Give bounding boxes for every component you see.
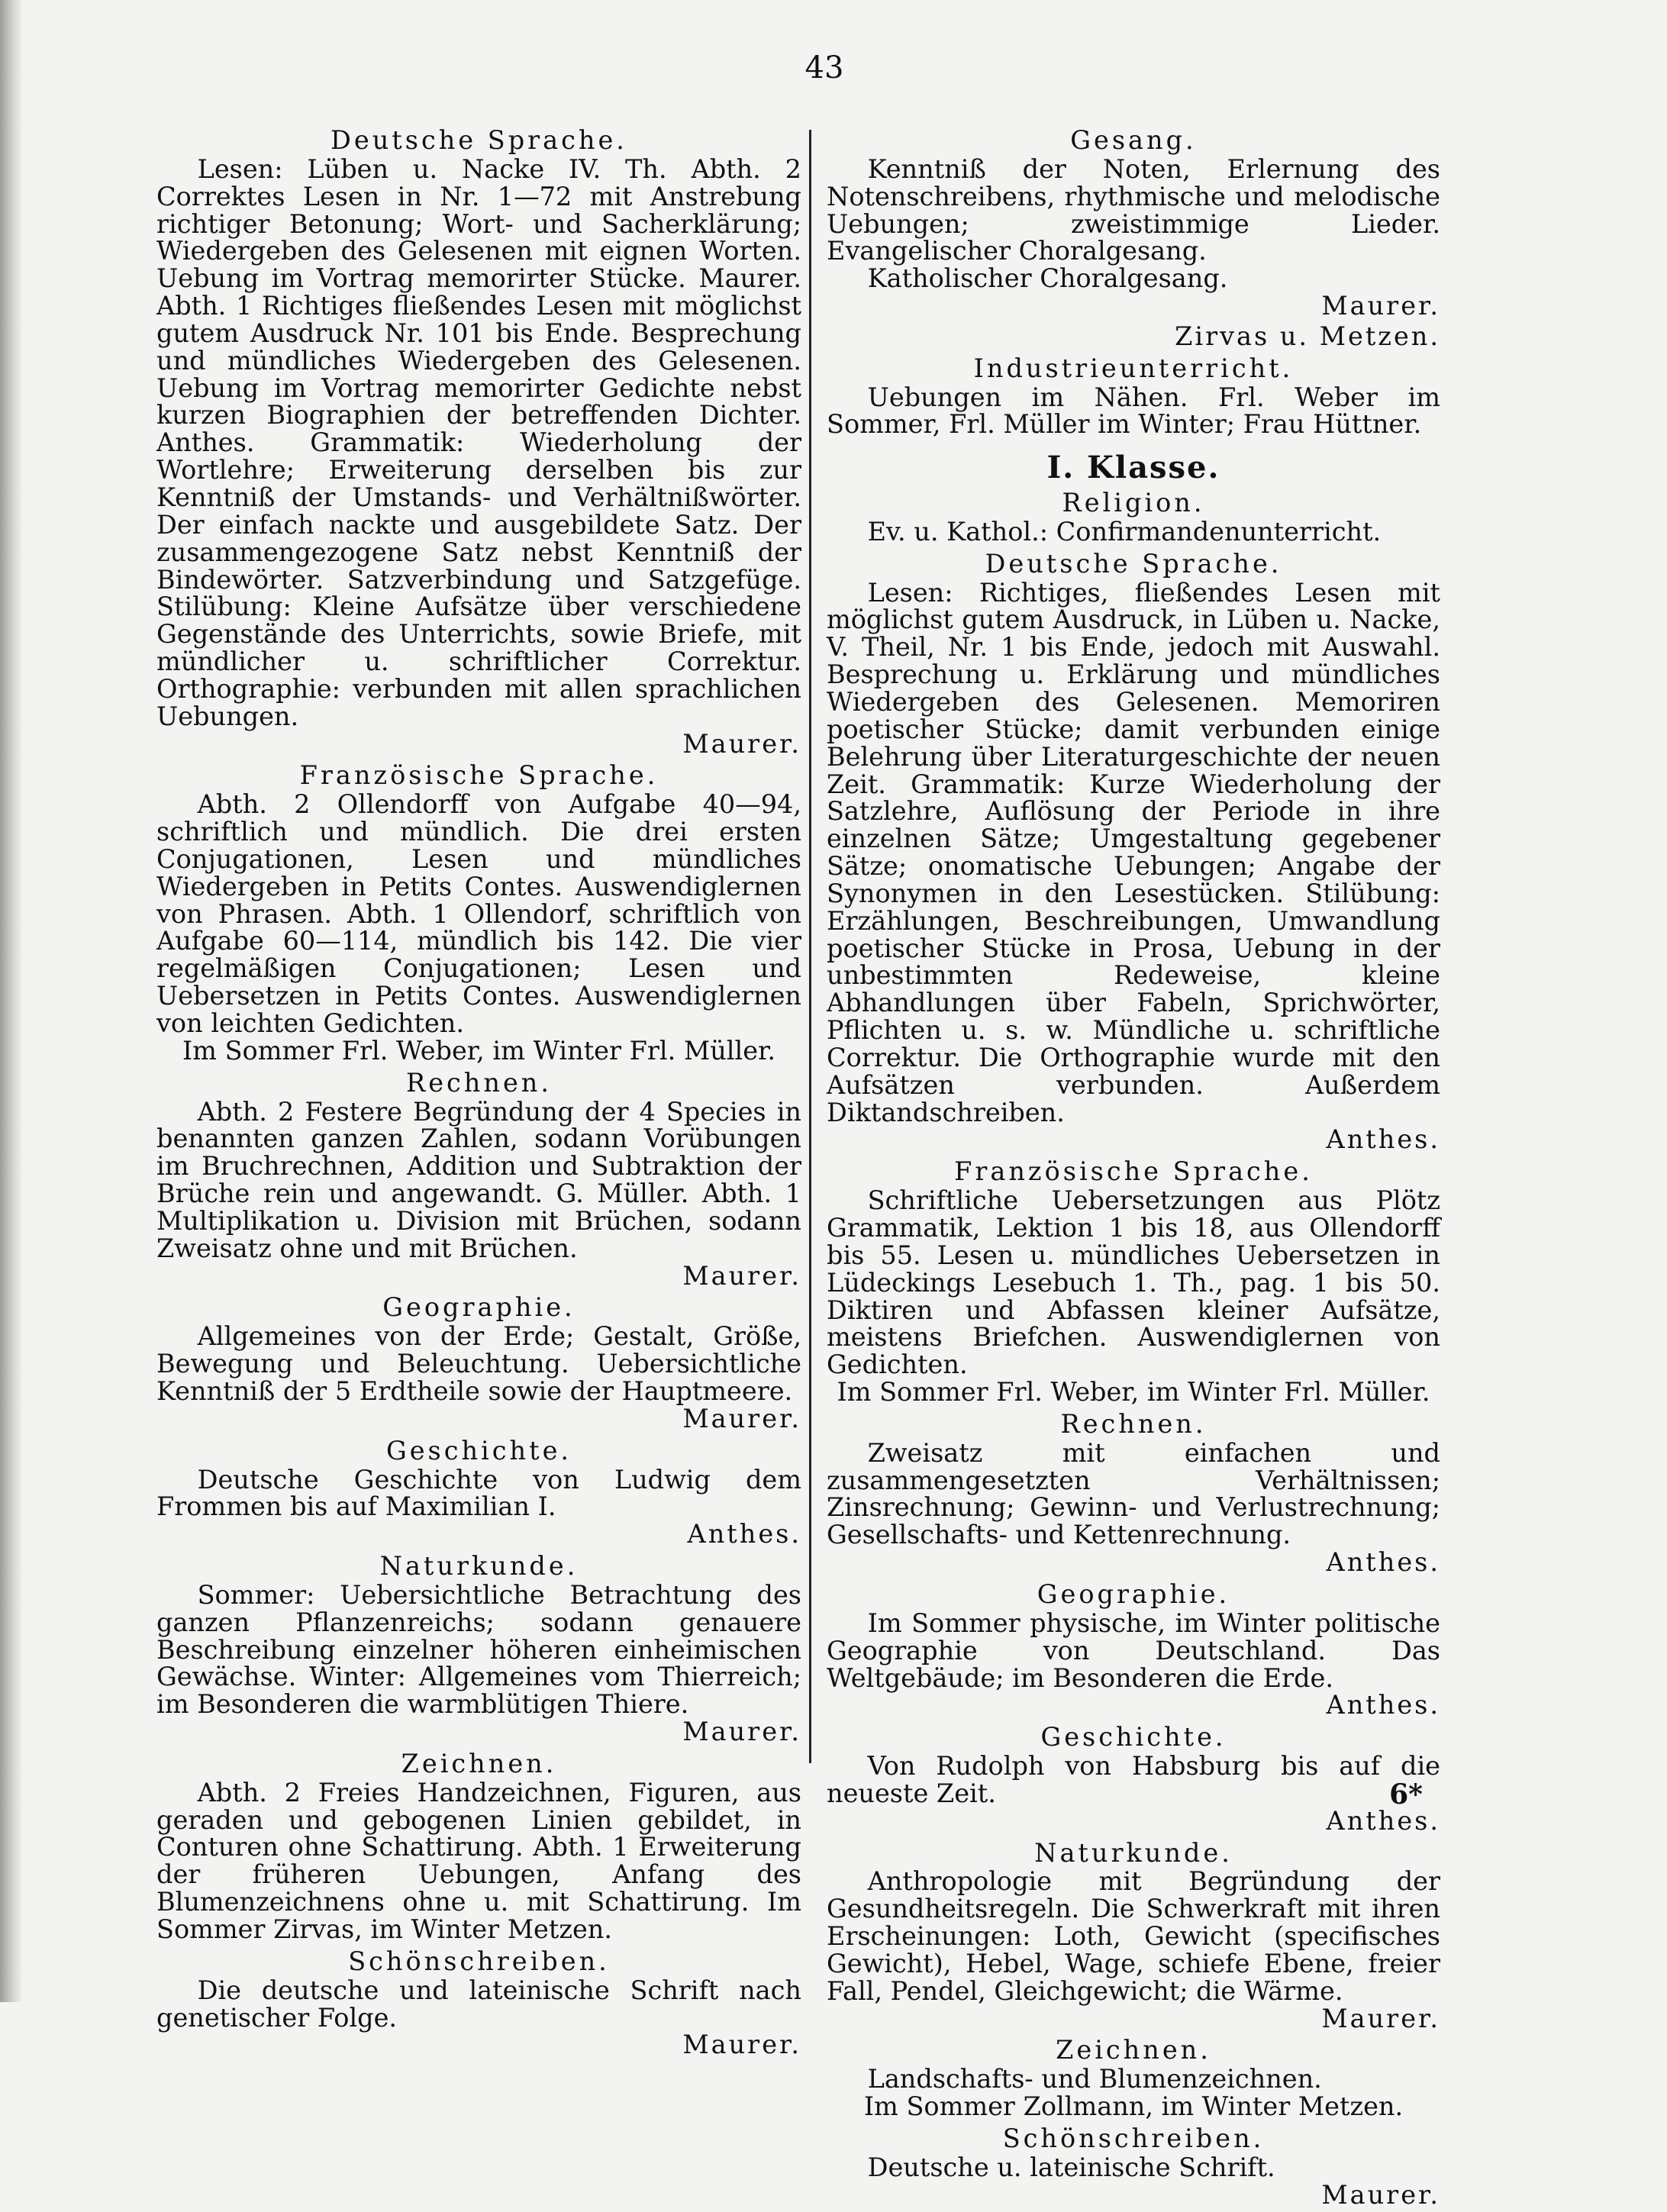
binding-edge-shadow — [0, 0, 23, 2002]
section — [827, 1837, 1440, 2033]
class-heading: I. Klasse. — [1046, 450, 1220, 486]
section-paragraph: Anthropologie mit Begründung der Gesundheitsregeln. Die Schwerkraft mit ihren Erscheinungen: Loth, Gewicht (specifisches Gewicht), Hebel, Wage, schiefe Ebene, freier Fall, Pendel, Gleichgewicht; die Wärme. — [827, 1866, 1440, 2006]
section-paragraph: Deutsche u. lateinische Schrift. — [867, 2152, 1275, 2182]
section-title: Rechnen. — [1060, 1408, 1207, 1439]
section-paragraph: Deutsche Geschichte von Ludwig dem Frommen bis auf Maximilian I. — [156, 1464, 801, 1522]
section — [156, 1750, 801, 1943]
section-paragraph: Katholischer Choralgesang. — [867, 263, 1228, 294]
section-title: Französische Sprache. — [954, 1156, 1313, 1187]
section-title: Geschichte. — [1040, 1722, 1227, 1753]
printer-signature-mark: 6* — [1389, 1778, 1423, 1811]
teacher-name: Maurer. — [1321, 2003, 1440, 2033]
section-paragraph: Zweisatz mit einfachen und zusammengesetzten Verhältnissen; Zinsrechnung; Gewinn- und Verlustrechnung; Gesellschafts- und Kettenrechnung. — [827, 1437, 1440, 1550]
section-paragraph: Allgemeines von der Erde; Gestalt, Größe, Bewegung und Beleuchtung. Uebersichtliche Kenntniß der 5 Erdtheile sowie der Hauptmeere. — [156, 1321, 801, 1406]
teacher-name: Zirvas u. Metzen. — [1175, 321, 1440, 351]
teacher-name: Maurer. — [682, 728, 801, 759]
section-title: Rechnen. — [405, 1067, 552, 1098]
section-paragraph: Ev. u. Kathol.: Confirmandenunterricht. — [867, 516, 1382, 547]
section — [156, 762, 801, 1064]
section-paragraph: Lesen: Richtiges, fließendes Lesen mit möglichst gutem Ausdruck, in Lüben u. Nacke, V. Theil, Nr. 1 bis Ende, jedoch mit Auswahl. Besprechung u. Erklärung und mündliches Wiedergeben des Gelesenen. Memoriren poetischer Stücke; damit verbunden einige Belehrung über Literaturgeschichte der neuen Zeit. Grammatik: Kurze Wiederholung der Satzlehre, Auflösung der Periode in ihre einzelnen Sätze; Umgestaltung gegebener Sätze; onomatische Uebungen; Angabe der Synonymen in den Lesestücken. Stilübung: Erzählungen, Beschreibungen, Umwandlung poetischer Stücke in Prosa, Uebung in der unbestimmten Redeweise, kleine Abhandlungen über Fabeln, Sprichwörter, Pflichten u. s. w. Mündliche u. schriftliche Correktur. Die Orthographie wurde mit den Aufsätzen verbunden. Außerdem Diktandschreiben. — [827, 577, 1440, 1127]
teacher-name: Maurer. — [1321, 291, 1440, 321]
section — [156, 127, 801, 757]
section-title: Zeichnen. — [401, 1748, 557, 1778]
section-paragraph: Abth. 2 Ollendorff von Aufgabe 40—94, schriftlich und mündlich. Die drei ersten Conjugationen, Lesen und mündliches Wiedergeben in Petits Contes. Auswendiglernen von Phrasen. Abth. 1 Ollendorf, schriftlich von Aufgabe 60—114, mündlich bis 142. Die vier regelmäßigen Conjugationen; Lesen und Uebersetzen in Petits Contes. Auswendiglernen von leichten Gedichten. — [156, 789, 801, 1038]
teacher-name: Maurer. — [682, 1260, 801, 1291]
teacher-name: Maurer. — [682, 2030, 801, 2060]
section-title: Zeichnen. — [1056, 2035, 1211, 2065]
section — [827, 1578, 1440, 1720]
section-paragraph: Kenntniß der Noten, Erlernung des Notenschreibens, rhythmische und melodische Uebungen; zweistimmige Lieder. Evangelischer Choralgesang. — [827, 153, 1440, 266]
section — [156, 1437, 801, 1548]
left-column — [156, 122, 801, 2062]
section-title: Religion. — [1062, 488, 1205, 518]
section — [827, 1408, 1440, 1578]
right-column — [827, 122, 1440, 2212]
section-title: Naturkunde. — [379, 1551, 579, 1582]
section-paragraph: Landschafts- und Blumenzeichnen. — [867, 2064, 1322, 2094]
section-paragraph: Sommer: Uebersichtliche Betrachtung des ganzen Pflanzenreichs; sodann genauere Beschreibung einzelner höheren einheimischen Gewächse. Winter: Allgemeines vom Thierreich; im Besonderen die warmblütigen Thiere. — [156, 1579, 801, 1720]
teacher-name: Maurer. — [1321, 2179, 1440, 2210]
section-paragraph: Lesen: Lüben u. Nacke IV. Th. Abth. 2 Correktes Lesen in Nr. 1—72 mit Anstrebung richtiger Betonung; Wort- und Sacherklärung; Wiedergeben des Gelesenen mit eignen Worten. Uebung im Vortrag memorirter Stücke. Maurer. Abth. 1 Richtiges fließendes Lesen mit möglichst gutem Ausdruck Nr. 101 bis Ende. Besprechung und mündliches Wiedergeben des Gelesenen. Uebung im Vortrag memorirter Gedichte nebst kurzen Biographien der betreffenden Dichter. Anthes. Grammatik: Wiederholung der Wortlehre; Erweiterung derselben bis zur Kenntniß der Umstands- und Verhältnißwörter. Der einfach nackte und ausgebildete Satz. Der zusammengezogene Satz nebst Kenntniß der Bindewörter. Satzverbindung und Satzgefüge. Stilübung: Kleine Aufsätze über verschiedene Gegenstände des Unterrichts, sowie Briefe, mit mündlicher u. schriftlicher Correktur. Orthographie: verbunden mit allen sprachlichen Uebungen. — [156, 153, 801, 731]
section — [827, 550, 1440, 1154]
section-title: Geschichte. — [385, 1435, 572, 1466]
teacher-name: Maurer. — [682, 1717, 801, 1747]
section-title: Geographie. — [382, 1292, 576, 1323]
teacher-name: Anthes. — [1326, 1805, 1440, 1836]
section-title: Gesang. — [1070, 125, 1197, 155]
section-paragraph: Schriftliche Uebersetzungen aus Plötz Grammatik, Lektion 1 bis 18, aus Ollendorff bis 55. Lesen u. mündliches Uebersetzen in Lüdeckings Lesebuch 1. Th., pag. 1 bis 50. Diktiren und Abfassen kleiner Aufsätze, meistens Briefchen. Auswendiglernen von Gedichten. — [827, 1185, 1440, 1380]
teacher-name: Anthes. — [1326, 1124, 1440, 1155]
section-title: Schönschreiben. — [1002, 2123, 1265, 2154]
section — [827, 489, 1440, 546]
section — [827, 2125, 1440, 2209]
section-paragraph: Uebungen im Nähen. Frl. Weber im Sommer, Frl. Müller im Winter; Frau Hüttner. — [827, 382, 1440, 440]
section-paragraph: Im Sommer physische, im Winter politische Geographie von Deutschland. Das Weltgebäude; im Besonderen die Erde. — [827, 1607, 1440, 1693]
teacher-name: Anthes. — [687, 1519, 801, 1549]
section — [827, 2036, 1440, 2120]
teacher-line: Im Sommer Zollmann, im Winter Metzen. — [863, 2091, 1404, 2122]
section — [156, 1069, 801, 1290]
section — [827, 355, 1440, 439]
section-title: Naturkunde. — [1034, 1837, 1233, 1868]
section-title: Deutsche Sprache. — [330, 125, 627, 155]
section-title: Französische Sprache. — [299, 760, 659, 791]
section — [827, 1723, 1440, 1834]
section-paragraph: Abth. 2 Freies Handzeichnen, Figuren, aus geraden und gebogenen Linien gebildet, in Conturen ohne Schattirung. Abth. 1 Erweiterung der früheren Uebungen, Anfang des Blumenzeichnens ohne u. mit Schattirung. Im Sommer Zirvas, im Winter Metzen. — [156, 1777, 801, 1944]
teacher-name: Anthes. — [1326, 1547, 1440, 1578]
teacher-name: Anthes. — [1326, 1690, 1440, 1720]
section-title: Schönschreiben. — [348, 1946, 610, 1976]
section-paragraph: Die deutsche und lateinische Schrift nach genetischer Folge. — [156, 1975, 801, 2033]
section-paragraph: Abth. 2 Festere Begründung der 4 Species in benannten ganzen Zahlen, sodann Vorübungen im Bruchrechnen, Addition und Subtraktion der Brüche rein und angewandt. G. Müller. Abth. 1 Multiplikation u. Division mit Brüchen, sodann Zweisatz ohne und mit Brüchen. — [156, 1096, 801, 1263]
teacher-line: Im Sommer Frl. Weber, im Winter Frl. Müller. — [837, 1377, 1430, 1407]
section — [827, 127, 1440, 350]
section-title: Geographie. — [1037, 1578, 1230, 1609]
section-title: Deutsche Sprache. — [985, 548, 1282, 579]
section-paragraph: Von Rudolph von Habsburg bis auf die neueste Zeit. — [827, 1751, 1440, 1808]
column-divider — [809, 130, 811, 1763]
teacher-line: Im Sommer Frl. Weber, im Winter Frl. Müller. — [182, 1035, 776, 1066]
section — [156, 1553, 801, 1746]
section-title: Industrieunterricht. — [973, 353, 1294, 383]
section — [156, 1948, 801, 2059]
page-number: 43 — [804, 50, 844, 85]
section — [156, 1294, 801, 1432]
section — [827, 1158, 1440, 1406]
teacher-name: Maurer. — [682, 1403, 801, 1433]
